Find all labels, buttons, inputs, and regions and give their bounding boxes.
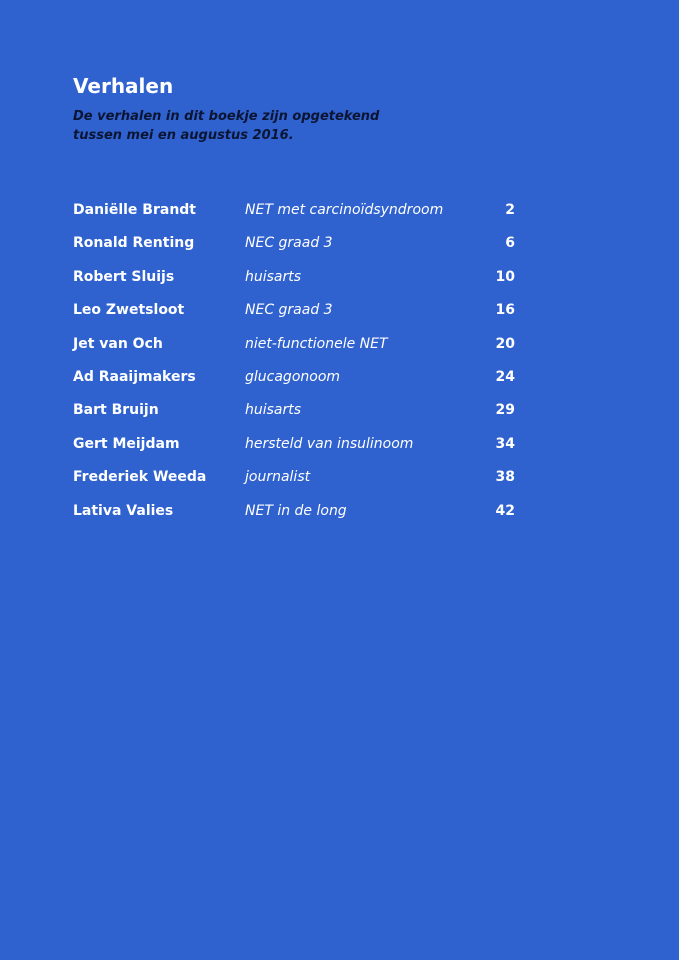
toc-row [73, 332, 515, 365]
toc-topic: niet-functionele NET [245, 335, 388, 352]
toc-row [73, 499, 515, 532]
toc-row [73, 465, 515, 498]
table-of-contents [73, 198, 515, 532]
toc-topic: NEC graad 3 [245, 302, 333, 319]
toc-page-number: 10 [495, 268, 515, 285]
toc-author: Ad Raaijmakers [73, 368, 196, 385]
toc-page-number: 6 [505, 235, 515, 252]
toc-row [73, 198, 515, 231]
toc-author: Jet van Och [73, 335, 163, 352]
toc-topic: huisarts [245, 268, 302, 285]
toc-author: Bart Bruijn [73, 402, 159, 419]
toc-topic: NET in de long [245, 502, 347, 519]
toc-topic: hersteld van insulinoom [245, 435, 414, 452]
toc-author: Frederiek Weeda [73, 469, 207, 486]
toc-topic: NEC graad 3 [245, 235, 333, 252]
toc-row [73, 298, 515, 331]
toc-topic: huisarts [245, 402, 302, 419]
subtitle-line-2: tussen mei en augustus 2016. [73, 128, 294, 143]
toc-page-number: 24 [495, 368, 515, 385]
toc-page-number: 16 [495, 302, 515, 319]
toc-row [73, 231, 515, 264]
toc-row [73, 265, 515, 298]
toc-row [73, 365, 515, 398]
toc-topic: NET met carcinoïdsyndroom [245, 202, 444, 218]
toc-author: Ronald Renting [73, 235, 195, 252]
toc-author: Gert Meijdam [73, 435, 180, 452]
toc-author: Robert Sluijs [73, 268, 175, 285]
page-subtitle [73, 107, 393, 145]
toc-author: Lativa Valies [73, 502, 174, 519]
toc-page-number: 20 [495, 335, 515, 352]
page-title: Verhalen [73, 74, 174, 98]
toc-row [73, 432, 515, 465]
toc-topic: journalist [245, 469, 311, 486]
toc-page-number: 42 [495, 502, 515, 519]
toc-page-number: 34 [495, 435, 515, 452]
toc-page-number: 29 [495, 402, 515, 419]
toc-author: Daniëlle Brandt [73, 202, 196, 218]
toc-page-number: 38 [495, 469, 515, 486]
toc-row [73, 398, 515, 431]
subtitle-line-1: De verhalen in dit boekje zijn opgetekend [73, 109, 380, 124]
toc-page-number: 2 [505, 202, 515, 218]
toc-author: Leo Zwetsloot [73, 302, 185, 319]
toc-topic: glucagonoom [245, 368, 341, 385]
